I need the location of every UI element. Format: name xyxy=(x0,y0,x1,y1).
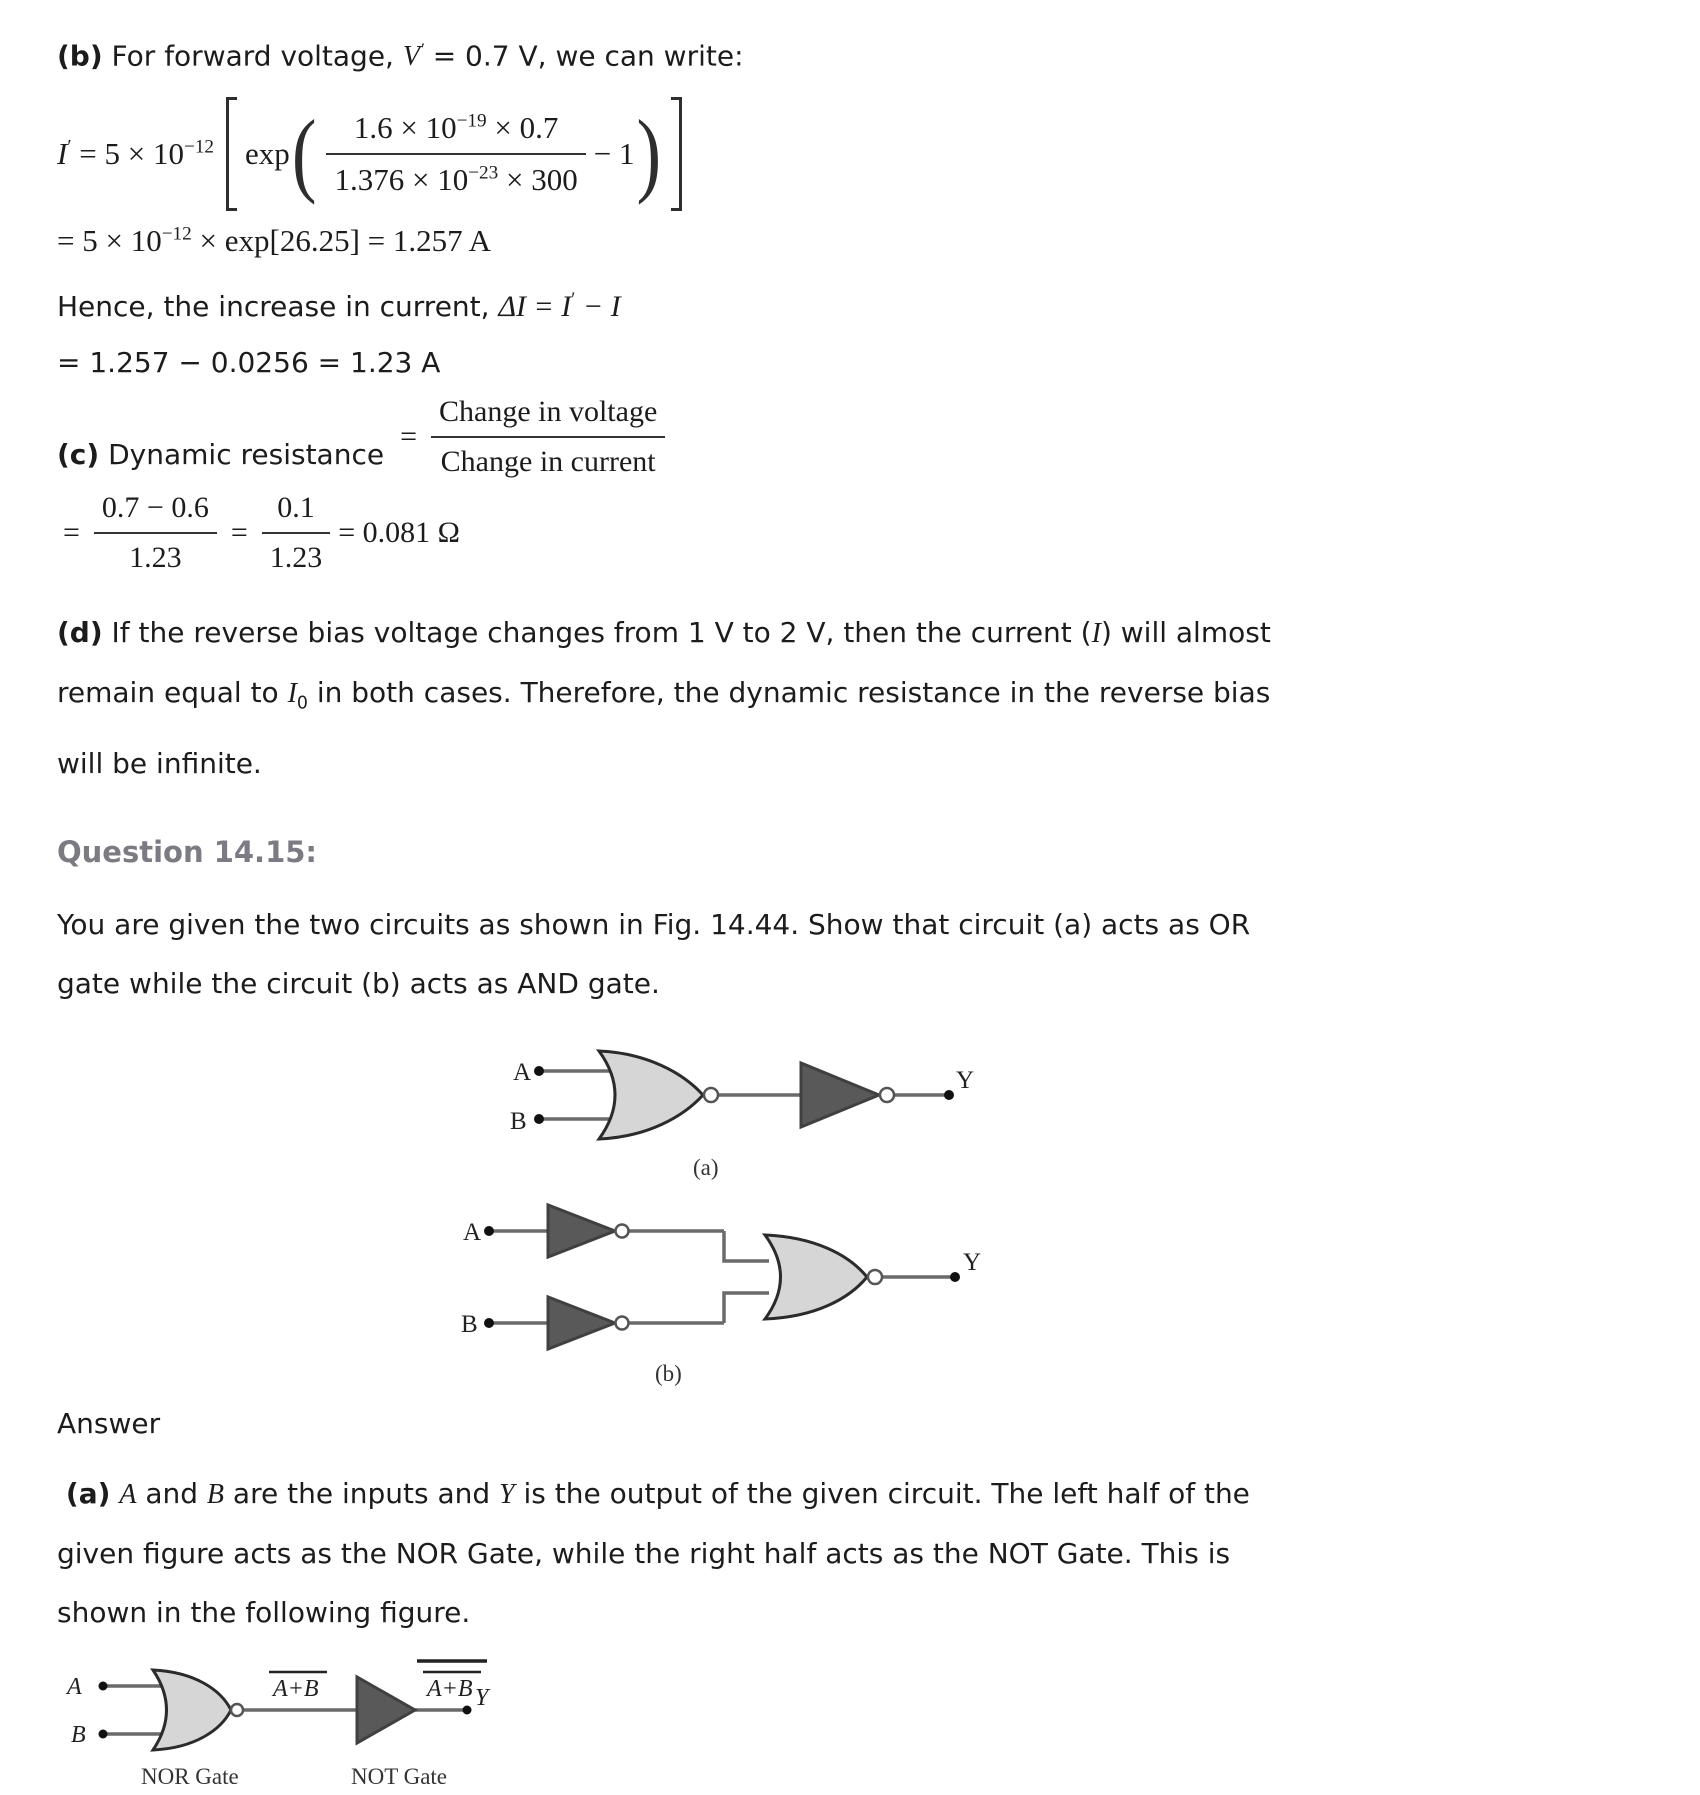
output-terminal xyxy=(944,1090,954,1100)
section-b-label: (b) xyxy=(57,39,103,73)
resistance-definition-fraction xyxy=(400,393,673,481)
hence-line xyxy=(57,289,1643,324)
figure-circuit-b xyxy=(449,1195,1009,1387)
paragraph-line: gate while the circuit (b) acts as AND gate. xyxy=(57,966,660,1000)
output-y-label: Y xyxy=(475,1684,489,1711)
input-a-terminal xyxy=(99,1681,108,1690)
paragraph-line: remain equal to $I_0$ in both cases. Therefore, the dynamic resistance in the reverse bias xyxy=(57,676,1271,714)
formula-forward-current xyxy=(57,95,1643,213)
input-b-terminal xyxy=(99,1729,108,1738)
not-gate-caption: NOT Gate xyxy=(351,1763,448,1789)
paragraph-line: will be infinite. xyxy=(57,746,262,780)
output-terminal xyxy=(463,1705,472,1714)
not1-step-wire xyxy=(724,1231,769,1261)
left-square-bracket xyxy=(226,97,237,211)
section-b-text2: = 0.7 V, we can write: xyxy=(423,39,744,73)
not-gate-shape xyxy=(801,1063,879,1127)
fraction-2 xyxy=(262,489,331,577)
output-y-label: Y xyxy=(956,1066,975,1094)
equals-sign: = xyxy=(230,516,248,550)
resistance-result: = 0.081 Ω xyxy=(338,516,460,550)
input-a-terminal xyxy=(484,1226,494,1236)
nor-gate-shape xyxy=(153,1670,231,1750)
equals-sign: = xyxy=(400,420,417,454)
formula1-numerator: $1.6 \times 10^{-19} \times 0.7$ xyxy=(326,108,585,155)
increase-result-line: = 1.257 − 0.0256 = 1.23 A xyxy=(57,346,441,380)
section-d-paragraph xyxy=(57,603,1643,793)
section-b-intro xyxy=(57,30,1643,77)
nor-output-bubble xyxy=(868,1270,882,1284)
not-2-bubble xyxy=(616,1316,629,1329)
nor-output-bubble xyxy=(704,1088,718,1102)
figure-nor-not-breakdown xyxy=(53,1650,533,1795)
input-b-label: B xyxy=(71,1721,86,1748)
not-output-bubble xyxy=(880,1088,894,1102)
nor-gate-shape xyxy=(599,1051,703,1139)
formula1-denominator: $1.376 \times 10^{-23} \times 300$ xyxy=(334,162,578,198)
input-b-terminal xyxy=(534,1114,544,1124)
equals-sign: = xyxy=(63,516,80,550)
fraction-denominator: Change in current xyxy=(440,445,656,479)
input-b-terminal xyxy=(484,1318,494,1328)
paragraph-line: (a) A and B are the inputs and Y is the output of the given circuit. The left half of the xyxy=(65,1476,1250,1510)
nor-gate-caption: NOR Gate xyxy=(141,1763,239,1789)
input-b-label: B xyxy=(461,1310,478,1338)
not-gate-2-shape xyxy=(548,1297,615,1349)
input-a-label: A xyxy=(67,1673,82,1700)
not-gate-shape xyxy=(357,1677,415,1743)
nor-output-expression: A+B xyxy=(273,1675,319,1702)
fraction-numerator: 0.7 − 0.6 xyxy=(94,489,217,534)
figure-a-caption: (a) xyxy=(693,1154,719,1180)
formula1-fraction xyxy=(326,108,585,200)
not-output-expression: A+B xyxy=(427,1675,473,1702)
hence-text: Hence, the increase in current, xyxy=(57,290,499,324)
figure-circuit-a xyxy=(497,1039,977,1181)
nor-gate-shape xyxy=(765,1235,867,1319)
delta-current-math: ΔI = I′ − I xyxy=(498,289,621,324)
paragraph-line: shown in the following figure. xyxy=(57,1595,471,1629)
input-a-label: A xyxy=(513,1058,532,1086)
formula-resistance-value xyxy=(57,489,1643,577)
input-a-terminal xyxy=(534,1066,544,1076)
not2-step-wire xyxy=(724,1293,769,1323)
section-c-row xyxy=(57,393,1643,481)
fraction-1 xyxy=(94,489,217,577)
not-gate-1-shape xyxy=(548,1205,615,1257)
paragraph-line: given figure acts as the NOR Gate, while the right half acts as the NOT Gate. This is xyxy=(57,1536,1231,1570)
section-c-text: (c) Dynamic resistance xyxy=(57,438,385,472)
right-square-bracket xyxy=(671,97,682,211)
answer-a-paragraph xyxy=(57,1464,1643,1642)
right-parenthesis: ) xyxy=(636,101,662,207)
paragraph-line: (d) If the reverse bias voltage changes from 1 V to 2 V, then the current (I) will almost xyxy=(57,616,1271,650)
input-b-label: B xyxy=(510,1107,527,1135)
output-y-label: Y xyxy=(963,1248,982,1276)
left-parenthesis: ( xyxy=(291,101,317,207)
not-1-bubble xyxy=(616,1224,629,1237)
formula1-lhs: $I' = 5 \times 10^{-12}$ xyxy=(57,136,215,172)
nor-output-bubble xyxy=(231,1704,243,1716)
answer-heading: Answer xyxy=(57,1406,161,1440)
v-prime-symbol: V′ xyxy=(402,40,424,73)
fraction-numerator: Change in voltage xyxy=(431,393,665,438)
voltage-current-fraction xyxy=(431,393,665,481)
fraction-denominator: 1.23 xyxy=(129,541,182,575)
formula-current-result: = $5 \times 10^{-12} \times \exp[26.25] = 1.257$ A xyxy=(57,223,492,259)
fraction-denominator: 1.23 xyxy=(269,541,323,575)
formula1-minus-one: − 1 xyxy=(593,136,635,172)
output-terminal xyxy=(950,1272,960,1282)
exp-function-label: exp xyxy=(245,136,290,172)
question-heading: Question 14.15: xyxy=(57,834,318,869)
section-b-text1: For forward voltage, xyxy=(102,39,403,73)
figure-b-caption: (b) xyxy=(655,1360,682,1386)
question-body xyxy=(57,895,1643,1013)
input-a-label: A xyxy=(463,1218,482,1246)
paragraph-line: You are given the two circuits as shown in Fig. 14.44. Show that circuit (a) acts as OR xyxy=(57,907,1251,941)
fraction-numerator: 0.1 xyxy=(262,489,331,534)
